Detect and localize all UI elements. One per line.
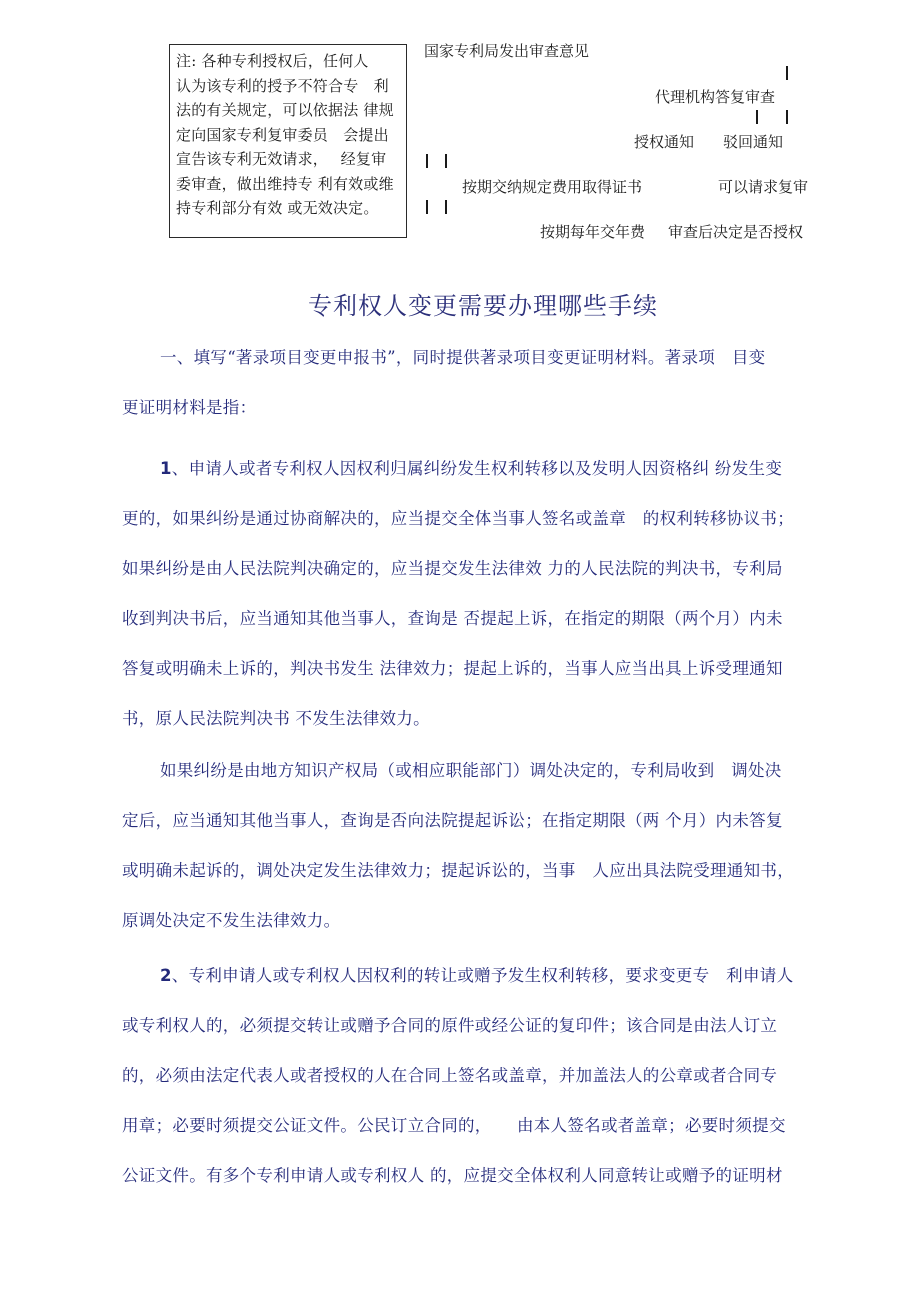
text-line: 原调处决定不发生法律效力。 [122,911,341,930]
flow-connector [426,154,428,168]
note-line: 认为该专利的授予不符合专 利 [176,76,389,95]
flow-step-request-reexam: 可以请求复审 [718,178,809,196]
text-line: 用章；必要时须提交公证文件。公民订立合同的， 由本人签名或者盖章；必要时须提交 [122,1116,786,1135]
flow-step-annual-fee: 按期每年交年费 [540,223,646,241]
flow-step-pay-fees-certificate: 按期交纳规定费用取得证书 [462,178,643,196]
text-line: 公证文件。有多个专利申请人或专利权人 的，应提交全体权利人同意转让或赠予的证明材 [122,1166,783,1185]
text-line: 一、填写“著录项目变更申报书”，同时提供著录项目变更证明材料。著录项 目变 [160,348,766,367]
text-line: 答复或明确未上诉的，判决书发生 法律效力；提起上诉的，当事人应当出具上诉受理通知 [122,659,783,678]
text-line-content: 、申请人或者专利权人因权利归属纠纷发生权利转移以及发明人因资格纠 纷发生变 [171,459,783,478]
paragraph-3 [122,755,847,955]
text-line: 或明确未起诉的，调处决定发生法律效力；提起诉讼的，当事 人应出具法院受理通知书， [122,861,794,880]
paragraph-1 [122,342,847,442]
note-line: 宣告该专利无效请求， 经复审 [176,150,387,168]
flow-connector [756,110,758,124]
item-number: 1 [160,459,172,478]
note-box [169,44,407,238]
text-line: 如果纠纷是由人民法院判决确定的，应当提交发生法律效 力的人民法院的判决书，专利局 [122,559,783,578]
note-line: 委审查，做出维持专 利有效或维 [176,174,394,193]
text-line: 定后，应当通知其他当事人，查询是否向法院提起诉讼；在指定期限（两 个月）内未答复 [122,811,783,830]
flow-connector [426,200,428,214]
text-line [122,960,847,1010]
page-title: 专利权人变更需要办理哪些手续 [308,292,658,320]
text-line: 更证明材料是指： [122,398,257,417]
note-line: 定向国家专利复审委员 会提出 [176,125,389,144]
text-line: 的，必须由法定代表人或者授权的人在合同上签名或盖章，并加盖法人的公章或者合同专 [122,1066,778,1085]
flow-connector [786,110,788,124]
text-line-content: 、专利申请人或专利权人因权利的转让或赠予发生权利转移，要求变更专 利申请人 [171,966,794,985]
text-line: 书，原人民法院判决书 不发生法律效力。 [122,709,430,728]
item-number: 2 [160,966,172,985]
text-line [122,453,847,503]
flow-step-agency-reply: 代理机构答复审查 [655,88,776,106]
flow-step-review-opinion: 国家专利局发出审查意见 [424,42,590,60]
note-line: 法的有关规定，可以依据法 律规 [176,101,394,119]
flow-step-grant-notice: 授权通知 [634,133,695,151]
paragraph-4 [122,960,847,1210]
flow-connector [445,154,447,168]
flow-step-decide-grant: 审查后决定是否授权 [668,223,804,241]
text-line: 如果纠纷是由地方知识产权局（或相应职能部门）调处决定的，专利局收到 调处决 [160,761,782,780]
text-line: 或专利权人的，必须提交转让或赠予合同的原件或经公证的复印件；该合同是由法人订立 [122,1016,778,1035]
text-line: 收到判决书后，应当通知其他当事人，查询是 否提起上诉，在指定的期限（两个月）内未 [122,609,783,628]
flow-connector [786,66,788,80]
note-line: 持专利部分有效 或无效决定。 [176,199,379,217]
flow-step-reject-notice: 驳回通知 [723,133,784,151]
paragraph-2 [122,453,847,753]
text-line: 更的，如果纠纷是通过协商解决的，应当提交全体当事人签名或盖章 的权利转移协议书； [122,509,794,528]
note-line: 注: 各种专利授权后，任何人 [176,52,369,70]
flow-connector [445,200,447,214]
